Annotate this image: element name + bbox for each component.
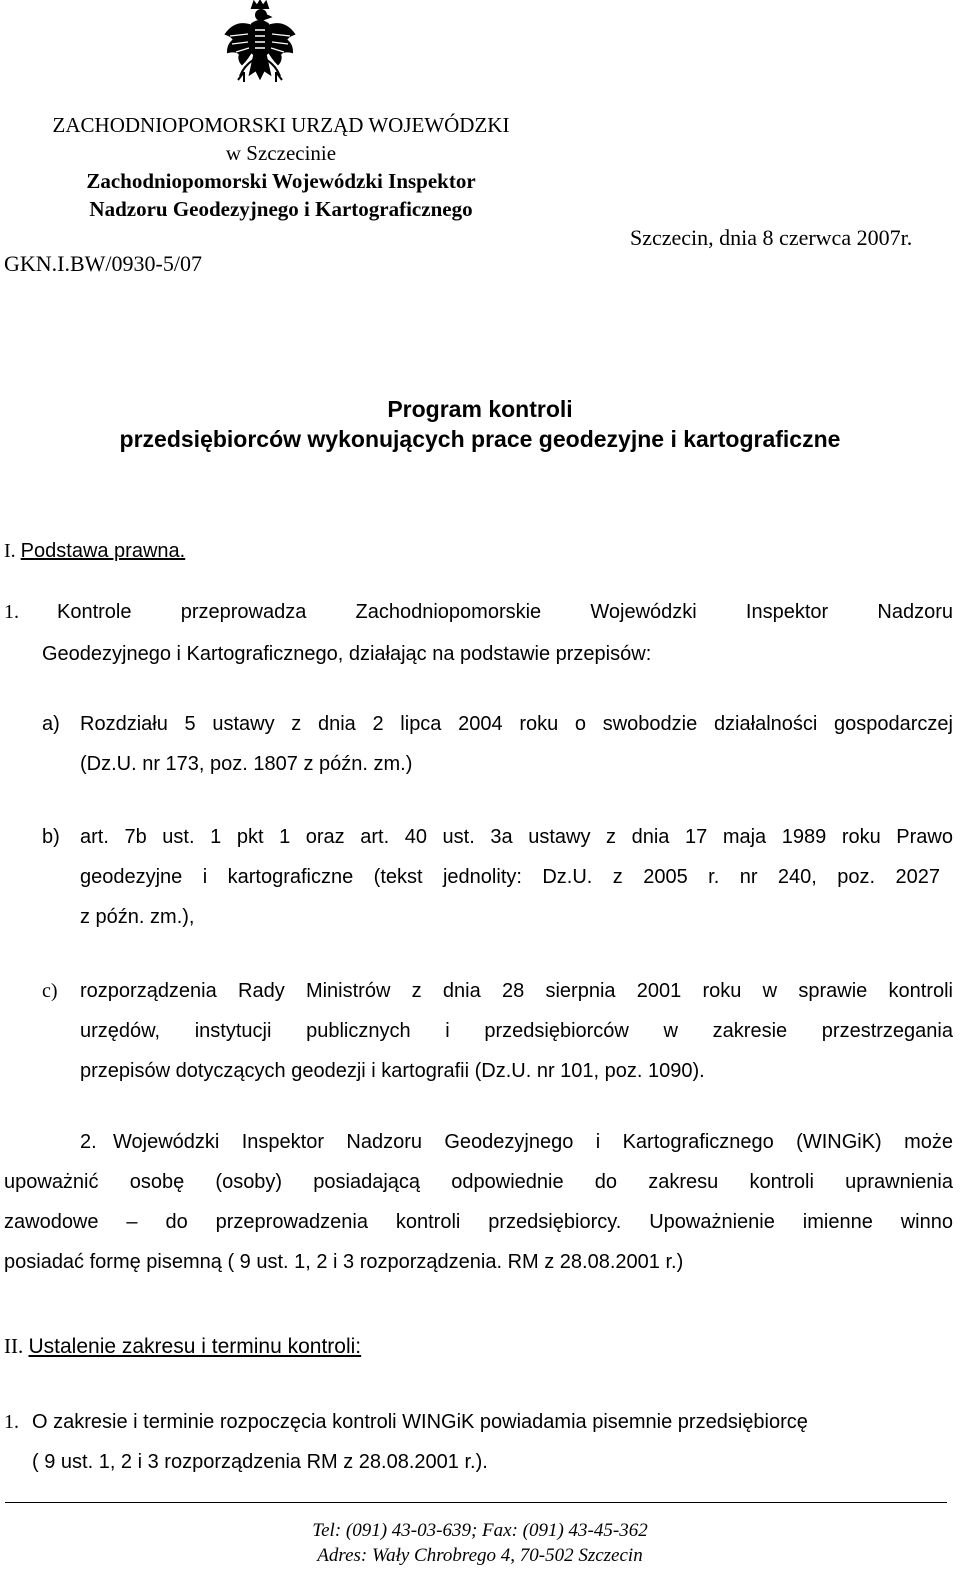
section-2-title: Ustalenie zakresu i terminu kontroli: — [28, 1335, 362, 1358]
paragraph-2-line4: posiadać formę pisemną ( 9 ust. 1, 2 i 3 rozporządzenia. RM z 28.08.2001 r.) — [4, 1251, 684, 1273]
document-subtitle: przedsiębiorców wykonujących prace geodezyjne i kartograficzne — [119, 426, 841, 452]
section-2-heading — [4, 1334, 361, 1359]
section-2-paragraph-1-line1: O zakresie i terminie rozpoczęcia kontroli WINGiK powiadamia pisemnie przedsiębiorcę — [32, 1411, 808, 1433]
paragraph-2-line2: upoważnić osobę (osoby) posiadającą odpowiednie do zakresu kontroli uprawnienia — [4, 1171, 953, 1193]
section-2-numeral: II. — [4, 1334, 24, 1358]
paragraph-2-number: 2. — [80, 1131, 97, 1153]
item-b-label: b) — [42, 826, 60, 848]
section-1-title: Podstawa prawna. — [20, 540, 186, 562]
item-c-line2: urzędów, instytucji publicznych i przedsiębiorców w zakresie przestrzegania — [80, 1020, 953, 1042]
paragraph-1-line1: Kontrole przeprowadza Zachodniopomorskie Wojewódzki Inspektor Nadzoru — [57, 601, 953, 623]
section-1-heading — [4, 540, 185, 563]
item-b-line2: geodezyjne i kartograficzne (tekst jednolity: Dz.U. z 2005 r. nr 240, poz. 2027 — [80, 866, 940, 888]
item-c-line3: przepisów dotyczących geodezji i kartografii (Dz.U. nr 101, poz. 1090). — [80, 1060, 705, 1082]
document-title: Program kontroli — [387, 396, 573, 422]
paragraph-1-number: 1. — [4, 601, 19, 623]
item-a-line2: (Dz.U. nr 173, poz. 1807 z późn. zm.) — [80, 753, 413, 775]
item-a-label: a) — [42, 713, 60, 735]
item-c-label: c) — [42, 980, 58, 1002]
paragraph-2-line3: zawodowe – do przeprowadzenia kontroli przedsiębiorcy. Upoważnienie imienne winno — [4, 1211, 953, 1233]
footer-contact-phone: Tel: (091) 43-03-639; Fax: (091) 43-45-362 — [312, 1520, 648, 1541]
section-1-numeral: I. — [4, 540, 16, 562]
item-a-line1: Rozdziału 5 ustawy z dnia 2 lipca 2004 roku o swobodzie działalności gospodarczej — [80, 713, 953, 735]
section-2-paragraph-1-number: 1. — [4, 1411, 19, 1433]
polish-eagle-emblem — [222, 0, 298, 96]
footer-address: Adres: Wały Chrobrego 4, 70-502 Szczecin — [317, 1545, 643, 1566]
inspector-title-line1: Zachodniopomorski Wojewódzki Inspektor — [86, 169, 476, 193]
item-b-line3: z późn. zm.), — [80, 906, 195, 928]
office-name: ZACHODNIOPOMORSKI URZĄD WOJEWÓDZKI — [52, 113, 510, 137]
reference-number: GKN.I.BW/0930-5/07 — [4, 251, 202, 276]
paragraph-1-line2: Geodezyjnego i Kartograficznego, działając na podstawie przepisów: — [42, 643, 652, 665]
item-c-line1: rozporządzenia Rady Ministrów z dnia 28 sierpnia 2001 roku w sprawie kontroli — [80, 980, 953, 1002]
inspector-title-line2: Nadzoru Geodezyjnego i Kartograficznego — [89, 197, 473, 221]
paragraph-2-line1: Wojewódzki Inspektor Nadzoru Geodezyjnego i Kartograficznego (WINGiK) może — [113, 1131, 953, 1153]
office-city: w Szczecinie — [225, 141, 337, 165]
footer-divider — [5, 1502, 947, 1503]
document-date: Szczecin, dnia 8 czerwca 2007r. — [630, 225, 913, 250]
item-b-line1: art. 7b ust. 1 pkt 1 oraz art. 40 ust. 3a ustawy z dnia 17 maja 1989 roku Prawo — [80, 826, 953, 848]
section-2-paragraph-1-line2: ( 9 ust. 1, 2 i 3 rozporządzenia RM z 28.08.2001 r.). — [32, 1451, 488, 1473]
